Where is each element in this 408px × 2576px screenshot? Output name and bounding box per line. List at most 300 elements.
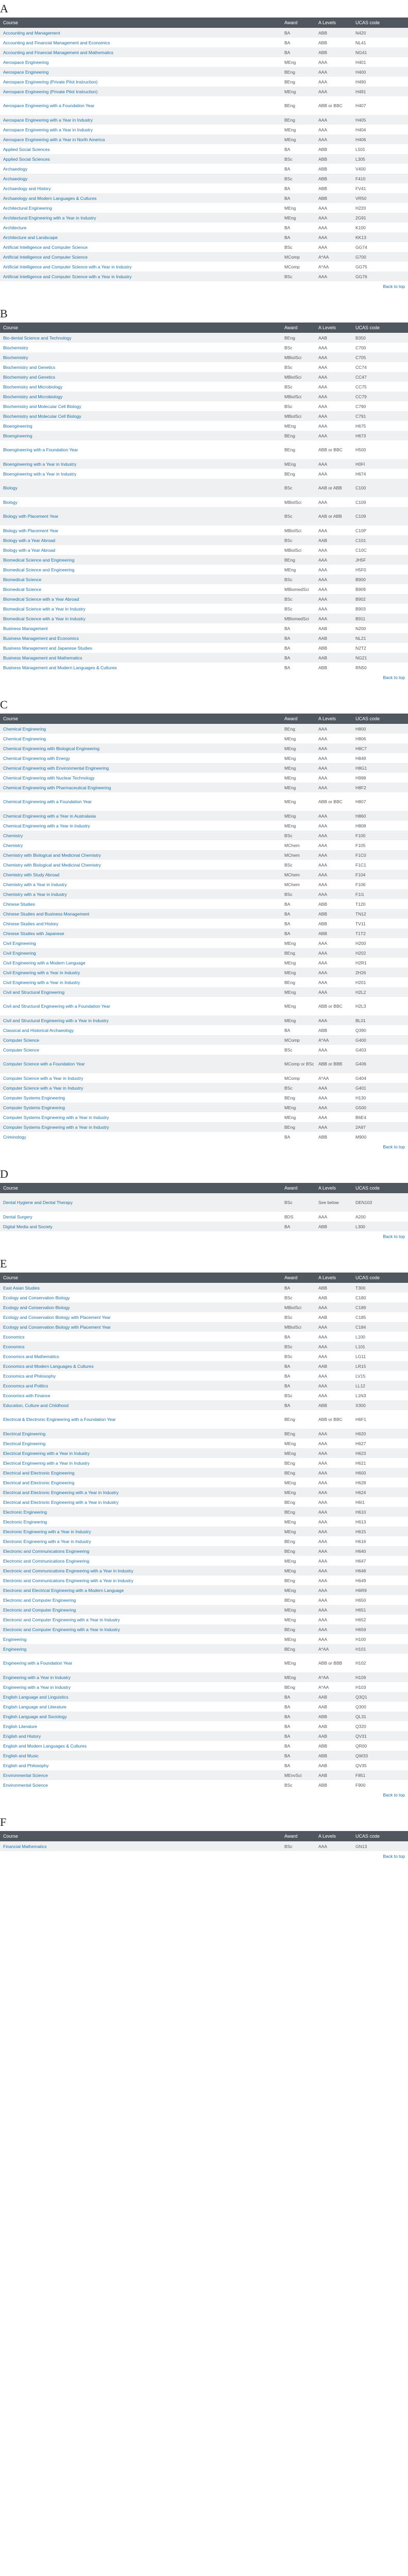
ucas-code-cell: VR50 xyxy=(352,193,408,203)
table-row xyxy=(0,1770,408,1780)
course-name-link[interactable]: Biomedical Science and Engineering xyxy=(0,565,281,574)
ucas-code-cell: H101 xyxy=(352,1644,408,1654)
course-name-link[interactable]: Ecology and Conservation Biology with Placement Year xyxy=(0,1312,281,1322)
course-name-link[interactable]: Archaeology and Modern Languages & Cultures xyxy=(0,193,281,203)
course-name-link[interactable]: Archaeology xyxy=(0,164,281,174)
course-name-link[interactable]: Bioengineering with a Year in Industry xyxy=(0,469,281,479)
course-name-link[interactable]: English Language and Literature xyxy=(0,1702,281,1711)
course-name-link[interactable]: Electronic and Computer Engineering with a Year in Industry xyxy=(0,1615,281,1624)
course-name-link[interactable]: Biochemistry and Molecular Cell Biology xyxy=(0,411,281,421)
award-cell: MBiolSci xyxy=(281,372,315,382)
table-row xyxy=(0,67,408,77)
course-name-link[interactable]: Computer Science xyxy=(0,1035,281,1045)
alevels-cell: AAA xyxy=(315,870,352,879)
course-name-link[interactable]: Electrical Engineering with a Year in Industry xyxy=(0,1448,281,1458)
course-name-link[interactable]: English and Modern Languages & Cultures xyxy=(0,1741,281,1751)
alevels-cell: AAA xyxy=(315,545,352,555)
alevels-cell: AAB xyxy=(315,1760,352,1770)
course-name-link[interactable]: Chemical Engineering with Environmental Engineering xyxy=(0,763,281,773)
table-row xyxy=(0,459,408,469)
course-name-link[interactable]: Biochemistry and Microbiology xyxy=(0,392,281,401)
course-name-link[interactable]: Bioengineering xyxy=(0,421,281,431)
course-name-link[interactable]: Bioengineering with a Foundation Year xyxy=(0,440,281,459)
course-name-link[interactable]: Chemistry with a Year in Industry xyxy=(0,879,281,889)
course-name-link[interactable]: Aerospace Engineering with a Foundation Year xyxy=(0,96,281,115)
course-name-link[interactable]: Chinese Studies with Japanese xyxy=(0,928,281,938)
table-row xyxy=(0,1654,408,1672)
alevels-cell: AAA xyxy=(315,574,352,584)
course-name-link[interactable]: Accounting and Financial Management and Economics xyxy=(0,38,281,47)
course-name-link[interactable]: Chinese Studies and Business Management xyxy=(0,909,281,919)
course-name-link[interactable]: Environmental Science xyxy=(0,1770,281,1780)
course-name-link[interactable]: Biology with Placement Year xyxy=(0,507,281,526)
award-cell: BSc xyxy=(281,831,315,840)
course-name-link[interactable]: Business Management and Mathematics xyxy=(0,653,281,663)
award-cell: BSc xyxy=(281,174,315,183)
course-name-link[interactable]: Engineering with a Foundation Year xyxy=(0,1654,281,1672)
course-name-link[interactable]: Aerospace Engineering xyxy=(0,67,281,77)
course-name-link[interactable]: Biochemistry and Genetics xyxy=(0,372,281,382)
course-name-link[interactable]: Biochemistry and Microbiology xyxy=(0,382,281,392)
alevels-cell: AAA xyxy=(315,232,352,242)
course-name-link[interactable]: Ecology and Conservation Biology xyxy=(0,1302,281,1312)
course-name-link[interactable]: English Literature xyxy=(0,1721,281,1731)
alevels-cell: AAA xyxy=(315,1429,352,1438)
alevels-cell: AAA xyxy=(315,783,352,792)
table-row xyxy=(0,977,408,987)
award-cell: BEng xyxy=(281,1122,315,1132)
table-row xyxy=(0,1780,408,1790)
ucas-code-cell: B903 xyxy=(352,604,408,614)
course-name-link[interactable]: Biochemistry and Molecular Cell Biology xyxy=(0,401,281,411)
header-award: Award xyxy=(284,20,298,25)
course-name-link[interactable]: Computer Science xyxy=(0,1045,281,1055)
course-name-link[interactable]: Electrical and Electronic Engineering xyxy=(0,1478,281,1487)
header-alevels: A Levels xyxy=(318,1185,336,1191)
course-name-link[interactable]: Engineering xyxy=(0,1644,281,1654)
ucas-code-cell: C109 xyxy=(352,507,408,526)
course-name-link[interactable]: Computer Systems Engineering with a Year in Industry xyxy=(0,1112,281,1122)
alevels-cell: AAA xyxy=(315,242,352,252)
course-name-link[interactable]: Digital Media and Society xyxy=(0,1222,281,1231)
ucas-code-cell: F851 xyxy=(352,1770,408,1780)
course-name-link[interactable]: Electrical & Electronic Engineering with a Foundation Year xyxy=(0,1410,281,1429)
course-name-link[interactable]: Dental Hygiene and Dental Therapy xyxy=(0,1193,281,1212)
alevels-cell: AAA xyxy=(315,1342,352,1351)
table-row xyxy=(0,792,408,811)
course-name-link[interactable]: Civil and Structural Engineering xyxy=(0,987,281,997)
table-body xyxy=(0,724,408,1142)
ucas-code-cell: C100 xyxy=(352,479,408,497)
award-cell: MEng xyxy=(281,1517,315,1527)
back-to-top-link[interactable]: Back to top xyxy=(383,675,405,680)
course-name-link[interactable]: Engineering with a Year in Industry xyxy=(0,1682,281,1692)
course-name-link[interactable]: Computer Science with a Year in Industry xyxy=(0,1073,281,1083)
course-name-link[interactable]: Architecture and Landscape xyxy=(0,232,281,242)
ucas-code-cell: H640 xyxy=(352,1546,408,1556)
award-cell: MComp xyxy=(281,252,315,262)
award-cell: BSc xyxy=(281,594,315,604)
course-name-link[interactable]: Financial Mathematics xyxy=(0,1841,281,1851)
course-name-link[interactable]: English Language and Sociology xyxy=(0,1711,281,1721)
course-name-link[interactable]: Electronic and Computer Engineering with a Year in Industry xyxy=(0,1624,281,1634)
alevels-cell: See below xyxy=(315,1193,352,1212)
course-name-link[interactable]: Civil Engineering xyxy=(0,948,281,958)
course-name-link[interactable]: Electrical Engineering xyxy=(0,1429,281,1438)
ucas-code-cell: 2G91 xyxy=(352,213,408,223)
course-name-link[interactable]: Chemical Engineering with Nuclear Technology xyxy=(0,773,281,783)
award-cell: MEng xyxy=(281,987,315,997)
ucas-code-cell: LR15 xyxy=(352,1361,408,1371)
course-name-link[interactable]: Electronic Engineering with a Year in Industry xyxy=(0,1536,281,1546)
award-cell: BA xyxy=(281,232,315,242)
ucas-code-cell: C791 xyxy=(352,411,408,421)
course-name-link[interactable]: Artificial Intelligence and Computer Science with a Year in Industry xyxy=(0,262,281,272)
table-row xyxy=(0,134,408,144)
ucas-code-cell: L300 xyxy=(352,1222,408,1231)
course-name-link[interactable]: Biomedical Science xyxy=(0,584,281,594)
course-name-link[interactable]: Biomedical Science and Engineering xyxy=(0,555,281,565)
course-name-link[interactable]: Chemical Engineering with a Year in Australasia xyxy=(0,811,281,821)
course-name-link[interactable]: Civil Engineering with a Year in Industry xyxy=(0,977,281,987)
table-row xyxy=(0,1634,408,1644)
course-name-link[interactable]: Electronic and Communications Engineering xyxy=(0,1546,281,1556)
course-name-link[interactable]: Civil and Structural Engineering with a Foundation Year xyxy=(0,997,281,1015)
table-row xyxy=(0,743,408,753)
award-cell: BA xyxy=(281,633,315,643)
course-name-link[interactable]: Chemical Engineering with Biological Engineering xyxy=(0,743,281,753)
alevels-cell: AAA xyxy=(315,1478,352,1487)
course-name-link[interactable]: Business Management and Modern Languages & Cultures xyxy=(0,663,281,672)
course-name-link[interactable]: Chemistry with a Year in Industry xyxy=(0,889,281,899)
course-name-link[interactable]: Electrical and Electronic Engineering with a Year in Industry xyxy=(0,1487,281,1497)
course-name-link[interactable]: Electronic Engineering with a Year in Industry xyxy=(0,1527,281,1536)
course-name-link[interactable]: Chinese Studies xyxy=(0,899,281,909)
course-name-link[interactable]: Electrical Engineering with a Year in Industry xyxy=(0,1458,281,1468)
course-name-link[interactable]: Bioengineering with a Year in Industry xyxy=(0,459,281,469)
award-cell: MBiolSci xyxy=(281,526,315,535)
ucas-code-cell: CC75 xyxy=(352,382,408,392)
back-to-top-link[interactable]: Back to top xyxy=(383,284,405,289)
section-letter: A xyxy=(0,2,8,15)
ucas-code-cell: G700 xyxy=(352,252,408,262)
header-award: Award xyxy=(284,716,298,721)
alevels-cell: ABB or BBB xyxy=(315,1654,352,1672)
course-name-link[interactable]: Applied Social Sciences xyxy=(0,144,281,154)
ucas-code-cell: F1C1 xyxy=(352,860,408,870)
award-cell: BEng xyxy=(281,115,315,125)
award-cell: BA xyxy=(281,919,315,928)
course-name-link[interactable]: Electrical and Electronic Engineering xyxy=(0,1468,281,1478)
alevels-cell: AAA xyxy=(315,763,352,773)
course-name-link[interactable]: Ecology and Conservation Biology xyxy=(0,1293,281,1302)
alevels-cell: AAA xyxy=(315,87,352,96)
course-name-link[interactable]: Economics and Philosophy xyxy=(0,1371,281,1381)
alevels-cell: AAA xyxy=(315,1841,352,1851)
course-name-link[interactable]: Bio-dental Science and Technology xyxy=(0,333,281,343)
course-name-link[interactable]: Aerospace Engineering (Private Pilot Instruction) xyxy=(0,87,281,96)
course-name-link[interactable]: Chemical Engineering xyxy=(0,724,281,734)
table-row xyxy=(0,565,408,574)
table-body xyxy=(0,28,408,281)
alevels-cell: AAB xyxy=(315,1692,352,1702)
course-name-link[interactable]: Chemistry with Biological and Medicinal Chemistry xyxy=(0,860,281,870)
award-cell: BSc xyxy=(281,1312,315,1322)
table-row xyxy=(0,879,408,889)
course-name-link[interactable]: Biology with a Year Abroad xyxy=(0,545,281,555)
course-name-link[interactable]: Civil and Structural Engineering with a Year in Industry xyxy=(0,1015,281,1025)
course-name-link[interactable]: Economics and Modern Languages & Cultures xyxy=(0,1361,281,1371)
alevels-cell: ABB or BBC xyxy=(315,792,352,811)
alevels-cell: AAA xyxy=(315,352,352,362)
award-cell: BEng xyxy=(281,1624,315,1634)
course-name-link[interactable]: Chemical Engineering with Pharmaceutical Engineering xyxy=(0,783,281,792)
ucas-code-cell: Q3Q1 xyxy=(352,1692,408,1702)
table-row xyxy=(0,1497,408,1507)
alevels-cell: AAA xyxy=(315,753,352,763)
alevels-cell: AAA xyxy=(315,879,352,889)
table-row xyxy=(0,1035,408,1045)
course-name-link[interactable]: Architectural Engineering xyxy=(0,203,281,213)
course-name-link[interactable]: English and Philosophy xyxy=(0,1760,281,1770)
course-name-link[interactable]: Applied Social Sciences xyxy=(0,154,281,164)
course-name-link[interactable]: Computer Systems Engineering with a Year in Industry xyxy=(0,1122,281,1132)
course-name-link[interactable]: Computer Science with a Foundation Year xyxy=(0,1055,281,1073)
alevels-cell: AAA xyxy=(315,134,352,144)
table-row xyxy=(0,870,408,879)
table-row xyxy=(0,479,408,497)
ucas-code-cell: H623 xyxy=(352,1448,408,1458)
course-name-link[interactable]: Ecology and Conservation Biology with Placement Year xyxy=(0,1322,281,1332)
award-cell: MBiomedSci xyxy=(281,584,315,594)
course-name-link[interactable]: Civil Engineering with a Year in Industry xyxy=(0,968,281,977)
course-name-link[interactable]: Biology xyxy=(0,497,281,507)
course-name-link[interactable]: Chinese Studies and History xyxy=(0,919,281,928)
course-name-link[interactable]: Economics with Finance xyxy=(0,1391,281,1400)
course-name-link[interactable]: Electronic and Communications Engineering with a Year in Industry xyxy=(0,1566,281,1575)
course-name-link[interactable]: Aerospace Engineering xyxy=(0,57,281,67)
course-name-link[interactable]: Education, Culture and Childhood xyxy=(0,1400,281,1410)
course-name-link[interactable]: Biomedical Science with a Year in Industry xyxy=(0,614,281,623)
back-to-top-link[interactable]: Back to top xyxy=(383,1144,405,1149)
course-name-link[interactable]: Biology with Placement Year xyxy=(0,526,281,535)
back-to-top-link[interactable]: Back to top xyxy=(383,1792,405,1798)
course-table xyxy=(0,1831,408,1851)
table-row xyxy=(0,1332,408,1342)
course-name-link[interactable]: Electronic and Computer Engineering xyxy=(0,1595,281,1605)
table-row xyxy=(0,1624,408,1634)
award-cell: BSc xyxy=(281,242,315,252)
alevels-cell: ABB xyxy=(315,928,352,938)
ucas-code-cell: Q390 xyxy=(352,1025,408,1035)
table-row xyxy=(0,392,408,401)
section-c xyxy=(0,696,408,1165)
section-a xyxy=(0,0,408,305)
section-letter: B xyxy=(0,307,8,320)
ucas-code-cell: X300 xyxy=(352,1400,408,1410)
course-name-link[interactable]: Electronic and Communications Engineering xyxy=(0,1556,281,1566)
course-name-link[interactable]: Accounting and Management xyxy=(0,28,281,38)
award-cell: MChem xyxy=(281,840,315,850)
course-name-link[interactable]: Architecture xyxy=(0,223,281,232)
table-row xyxy=(0,831,408,840)
course-name-link[interactable]: Electrical and Electronic Engineering with a Year in Industry xyxy=(0,1497,281,1507)
course-name-link[interactable]: Economics xyxy=(0,1342,281,1351)
course-name-link[interactable]: Electronic and Computer Engineering xyxy=(0,1605,281,1615)
table-row xyxy=(0,643,408,653)
alevels-cell: ABB xyxy=(315,183,352,193)
course-name-link[interactable]: Aerospace Engineering with a Year in Industry xyxy=(0,115,281,125)
ucas-code-cell: L305 xyxy=(352,154,408,164)
header-alevels: A Levels xyxy=(318,1834,336,1839)
course-name-link[interactable]: Civil Engineering xyxy=(0,938,281,948)
course-name-link[interactable]: Biochemistry xyxy=(0,343,281,352)
course-name-link[interactable]: Dental Surgery xyxy=(0,1212,281,1222)
course-name-link[interactable]: Business Management xyxy=(0,623,281,633)
course-name-link[interactable]: English and Music xyxy=(0,1751,281,1760)
ucas-code-cell: C700 xyxy=(352,343,408,352)
course-name-link[interactable]: Computer Systems Engineering xyxy=(0,1103,281,1112)
ucas-code-cell: NL41 xyxy=(352,38,408,47)
alevels-cell: AAA xyxy=(315,497,352,507)
course-name-link[interactable]: Biomedical Science xyxy=(0,574,281,584)
course-name-link[interactable]: Business Management and Japanese Studies xyxy=(0,643,281,653)
course-name-link[interactable]: Criminology xyxy=(0,1132,281,1142)
table-row xyxy=(0,526,408,535)
section-gap xyxy=(0,1242,408,1255)
course-name-link[interactable]: Biology xyxy=(0,479,281,497)
alevels-cell: ABB xyxy=(315,1751,352,1760)
alevels-cell: AAB xyxy=(315,1312,352,1322)
award-cell: BSc xyxy=(281,1083,315,1093)
course-name-link[interactable]: Chemistry xyxy=(0,840,281,850)
alevels-cell: AAA xyxy=(315,1112,352,1122)
course-name-link[interactable]: Biomedical Science with a Year in Industry xyxy=(0,604,281,614)
table-row xyxy=(0,594,408,604)
course-name-link[interactable]: Chemical Engineering with a Year in Industry xyxy=(0,821,281,831)
course-name-link[interactable]: Chemical Engineering xyxy=(0,734,281,743)
award-cell: BA xyxy=(281,1371,315,1381)
course-name-link[interactable]: Aerospace Engineering with a Year in Industry xyxy=(0,125,281,134)
course-name-link[interactable]: Chemical Engineering with a Foundation Year xyxy=(0,792,281,811)
course-name-link[interactable]: Architectural Engineering with a Year in Industry xyxy=(0,213,281,223)
course-name-link[interactable]: Business Management and Economics xyxy=(0,633,281,643)
award-cell: MEng xyxy=(281,1527,315,1536)
course-name-link[interactable]: Archaeology xyxy=(0,174,281,183)
course-name-link[interactable]: Artificial Intelligence and Computer Science xyxy=(0,252,281,262)
course-name-link[interactable]: Chemistry with Study Abroad xyxy=(0,870,281,879)
course-name-link[interactable]: Environmental Science xyxy=(0,1780,281,1790)
award-cell: MEng xyxy=(281,125,315,134)
table-header xyxy=(0,1183,408,1193)
award-cell: BA xyxy=(281,623,315,633)
alevels-cell: A*AA xyxy=(315,1672,352,1682)
table-row xyxy=(0,584,408,594)
award-cell: MEng xyxy=(281,1438,315,1448)
table-row xyxy=(0,1122,408,1132)
award-cell: BEng xyxy=(281,1507,315,1517)
award-cell: BEng xyxy=(281,724,315,734)
course-name-link[interactable]: Artificial Intelligence and Computer Science with a Year in Industry xyxy=(0,272,281,281)
course-name-link[interactable]: Biomedical Science with a Year Abroad xyxy=(0,594,281,604)
ucas-code-cell: H103 xyxy=(352,1682,408,1692)
award-cell: BSc xyxy=(281,1351,315,1361)
alevels-cell: AAA xyxy=(315,584,352,594)
table-row xyxy=(0,840,408,850)
award-cell: BSc xyxy=(281,362,315,372)
course-name-link[interactable]: Economics xyxy=(0,1332,281,1342)
course-name-link[interactable]: Engineering with a Year in Industry xyxy=(0,1672,281,1682)
alevels-cell: AAA xyxy=(315,1585,352,1595)
course-name-link[interactable]: Chemical Engineering with Energy xyxy=(0,753,281,763)
course-name-link[interactable]: East Asian Studies xyxy=(0,1283,281,1293)
award-cell: MEng xyxy=(281,734,315,743)
table-row xyxy=(0,352,408,362)
award-cell: MEng xyxy=(281,811,315,821)
award-cell: MEng xyxy=(281,958,315,968)
course-name-link[interactable]: English and History xyxy=(0,1731,281,1741)
award-cell: MEng xyxy=(281,753,315,763)
course-name-link[interactable]: Archaeology and History xyxy=(0,183,281,193)
award-cell: MBiolSci xyxy=(281,497,315,507)
back-to-top-link[interactable]: Back to top xyxy=(383,1234,405,1239)
course-name-link[interactable]: Accounting and Financial Management and Mathematics xyxy=(0,47,281,57)
course-name-link[interactable]: Biochemistry xyxy=(0,352,281,362)
course-name-link[interactable]: Computer Science with a Year in Industry xyxy=(0,1083,281,1093)
ucas-code-cell: C184 xyxy=(352,1322,408,1332)
header-row xyxy=(0,18,408,28)
award-cell: BA xyxy=(281,1702,315,1711)
ucas-code-cell: N2T2 xyxy=(352,643,408,653)
back-to-top-link[interactable]: Back to top xyxy=(383,1854,405,1859)
alevels-cell: AAA xyxy=(315,1487,352,1497)
ucas-code-cell: LV15 xyxy=(352,1371,408,1381)
ucas-code-cell: GN13 xyxy=(352,1841,408,1851)
award-cell: BEng xyxy=(281,1468,315,1478)
course-name-link[interactable]: Economics and Politics xyxy=(0,1381,281,1391)
course-name-link[interactable]: Bioengineering xyxy=(0,431,281,440)
course-name-link[interactable]: Electronic and Communications Engineering with a Year in Industry xyxy=(0,1575,281,1585)
course-name-link[interactable]: Electronic and Electrical Engineering with a Modern Language xyxy=(0,1585,281,1595)
course-table xyxy=(0,1273,408,1790)
course-name-link[interactable]: Artificial Intelligence and Computer Science xyxy=(0,242,281,252)
course-name-link[interactable]: Computer Systems Engineering xyxy=(0,1093,281,1103)
course-name-link[interactable]: Biology with a Year Abroad xyxy=(0,535,281,545)
alevels-cell: AAB or ABB xyxy=(315,479,352,497)
alevels-cell: ABB xyxy=(315,47,352,57)
course-name-link[interactable]: Engineering xyxy=(0,1634,281,1644)
course-name-link[interactable]: Electronic Engineering xyxy=(0,1507,281,1517)
ucas-code-cell: H130 xyxy=(352,1093,408,1103)
course-name-link[interactable]: English Language and Linguistics xyxy=(0,1692,281,1702)
table-row xyxy=(0,1741,408,1751)
course-name-link[interactable]: Electronic Engineering xyxy=(0,1517,281,1527)
course-name-link[interactable]: Aerospace Engineering (Private Pilot Instruction) xyxy=(0,77,281,87)
table-row xyxy=(0,1672,408,1682)
header-row xyxy=(0,1831,408,1841)
course-name-link[interactable]: Aerospace Engineering with a Year in North America xyxy=(0,134,281,144)
course-name-link[interactable]: Electrical Engineering xyxy=(0,1438,281,1448)
award-cell: BSc xyxy=(281,860,315,870)
course-name-link[interactable]: Chemistry xyxy=(0,831,281,840)
course-name-link[interactable]: Chemistry with Biological and Medicinal Chemistry xyxy=(0,850,281,860)
course-name-link[interactable]: Civil Engineering with a Modern Language xyxy=(0,958,281,968)
award-cell: BA xyxy=(281,1332,315,1342)
alevels-cell: AAB xyxy=(315,1770,352,1780)
course-name-link[interactable]: Classical and Historical Archaeology xyxy=(0,1025,281,1035)
course-name-link[interactable]: Economics and Mathematics xyxy=(0,1351,281,1361)
course-name-link[interactable]: Biochemistry and Genetics xyxy=(0,362,281,372)
